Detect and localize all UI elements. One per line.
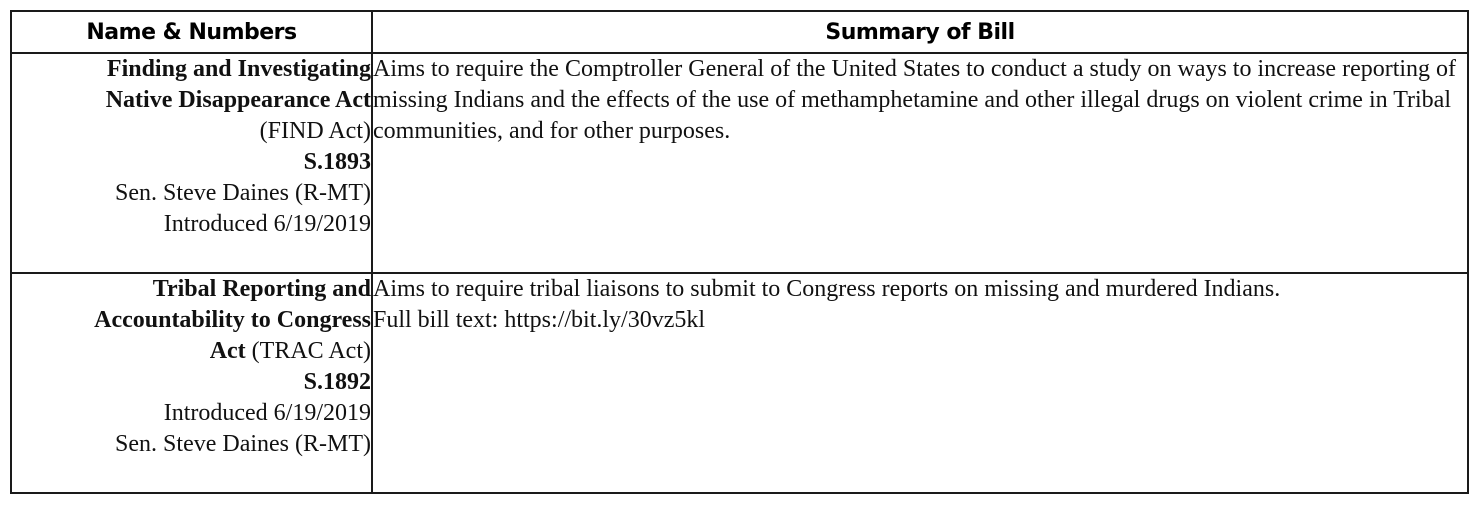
bill-full-text-link[interactable]: Full bill text: https://bit.ly/30vz5kl [373,307,706,333]
bill-name-line: Act [209,338,246,364]
bill-summary-cell [372,53,1468,273]
bill-summary-text: Aims to require tribal liaisons to submit to Congress reports on missing and murdered Indians. [373,276,1281,302]
bill-name-line: Finding and Investigating [106,56,371,82]
bill-sponsor: Sen. Steve Daines (R-MT) [115,431,371,457]
bill-name-acronym-line [12,336,371,367]
header-summary: Summary of Bill [372,11,1468,53]
bill-name-line: Tribal Reporting and [152,276,371,302]
bills-table [10,10,1469,494]
bill-name-line: Accountability to Congress [94,307,371,333]
bill-acronym: (FIND Act) [259,118,371,144]
bill-sponsor: Sen. Steve Daines (R-MT) [115,180,371,206]
bill-introduced-date: Introduced 6/19/2019 [163,400,371,426]
header-row [11,11,1468,53]
bill-summary-cell [372,273,1468,493]
bill-acronym: (TRAC Act) [251,338,371,364]
bill-number: S.1892 [303,369,371,395]
bill-name-cell [11,53,372,273]
bill-introduced-date: Introduced 6/19/2019 [163,211,371,237]
bill-summary-text: Aims to require the Comptroller General of the United States to conduct a study on ways to increase reporting of missing Indians and the effects of the use of methamphetamine and other illegal drugs on violent crime in Tribal communities, and for other purposes. [373,56,1457,144]
table-row [11,273,1468,493]
bill-number: S.1893 [303,149,371,175]
header-name-numbers: Name & Numbers [11,11,372,53]
bill-name-line: Native Disappearance Act [105,87,371,113]
table-row [11,53,1468,273]
bill-name-cell [11,273,372,493]
